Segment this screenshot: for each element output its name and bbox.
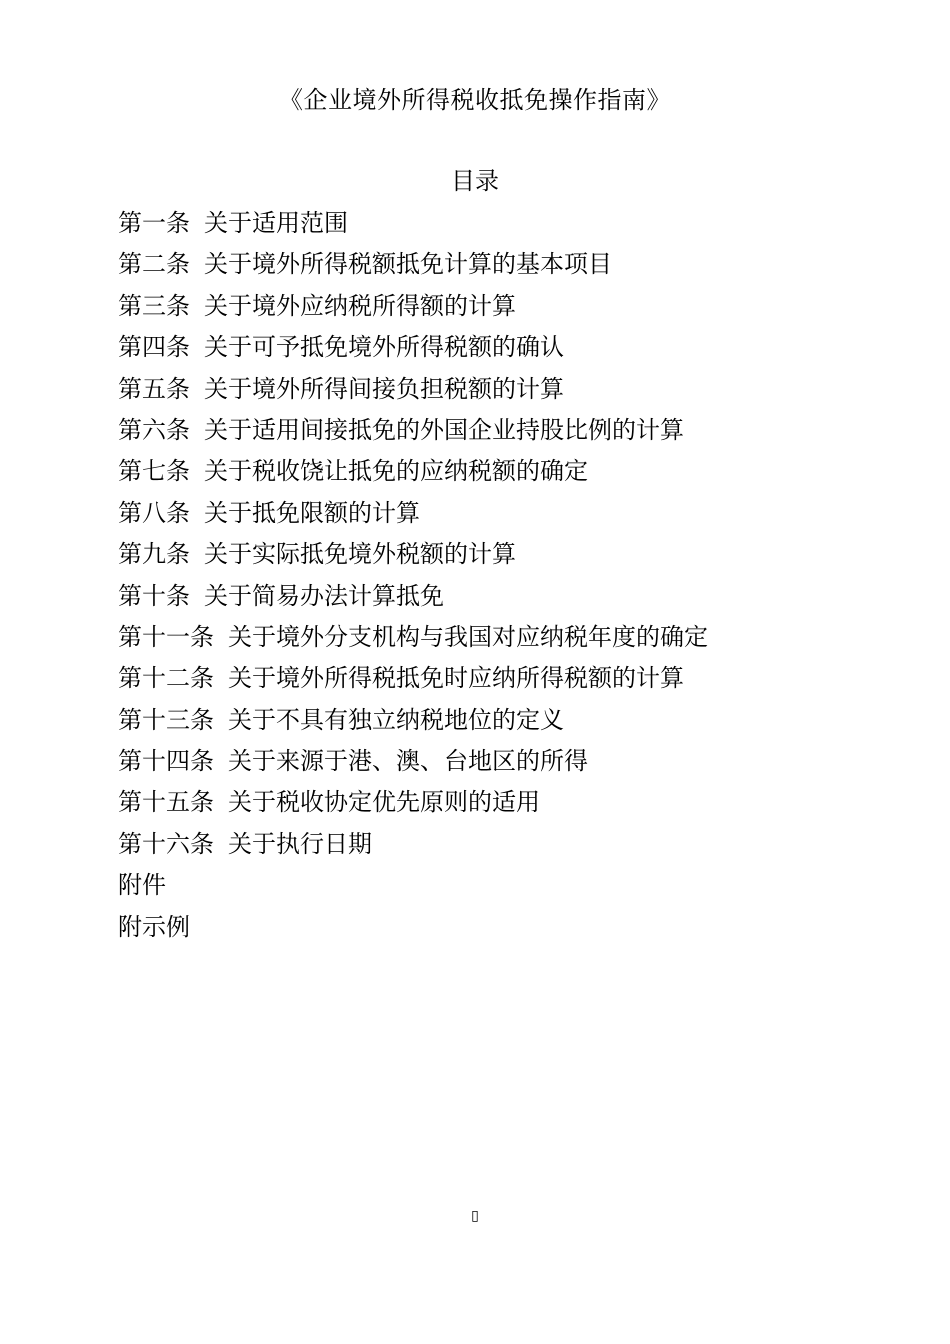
toc-item-number: 附件 [118,871,166,900]
toc-item-number: 第八条 [118,498,190,527]
toc-item-text: 关于境外所得间接负担税额的计算 [204,374,564,403]
toc-item-number: 第十六条 [118,829,214,858]
toc-item-14 [118,742,708,783]
toc-item-text: 关于抵免限额的计算 [204,498,420,527]
toc-item-number: 第十四条 [118,747,214,776]
toc-item-text: 关于可予抵免境外所得税额的确认 [204,333,564,362]
page-number: ▯ [471,1208,479,1224]
toc-item-number: 第十二条 [118,664,214,693]
toc-item-7 [118,452,708,493]
toc-item-5 [118,370,708,411]
toc-item-text: 关于税收协定优先原则的适用 [228,788,540,817]
toc-item-text: 关于适用间接抵免的外国企业持股比例的计算 [204,415,684,444]
toc-item-text: 关于执行日期 [228,829,372,858]
toc-item-9 [118,535,708,576]
toc-item-12 [118,659,708,700]
toc-item-number: 第十三条 [118,705,214,734]
toc-item-number: 第三条 [118,291,190,320]
toc-item-number: 第九条 [118,540,190,569]
toc-item-15 [118,783,708,824]
toc-item-2 [118,245,708,286]
toc-item-text: 关于实际抵免境外税额的计算 [204,540,516,569]
toc-item-16 [118,825,708,866]
toc-item-10 [118,577,708,618]
toc-item-4 [118,328,708,369]
toc-item-1 [118,204,708,245]
toc-item-text: 关于来源于港、澳、台地区的所得 [228,747,588,776]
toc-item-number: 第五条 [118,374,190,403]
toc-item-number: 第十五条 [118,788,214,817]
toc-item-number: 第六条 [118,415,190,444]
toc-item-11 [118,618,708,659]
toc-item-6 [118,411,708,452]
toc-item-text: 关于境外应纳税所得额的计算 [204,291,516,320]
toc-item-appendix [118,866,708,907]
toc-item-8 [118,494,708,535]
toc-item-number: 第七条 [118,457,190,486]
toc-item-number: 第二条 [118,250,190,279]
toc-item-text: 关于适用范围 [204,209,348,237]
toc-item-text: 关于税收饶让抵免的应纳税额的确定 [204,457,588,486]
table-of-contents [118,204,708,949]
toc-item-number: 第十条 [118,581,190,610]
toc-item-text: 关于境外所得税额抵免计算的基本项目 [204,250,612,279]
toc-item-number: 第一条 [118,209,190,237]
toc-item-text: 关于境外分支机构与我国对应纳税年度的确定 [228,622,708,651]
toc-item-text: 关于不具有独立纳税地位的定义 [228,705,564,734]
toc-item-text: 关于简易办法计算抵免 [204,581,444,610]
toc-heading: 目录 [451,167,499,195]
toc-item-number: 第十一条 [118,622,214,651]
toc-item-examples [118,908,708,949]
toc-item-3 [118,287,708,328]
document-title: 《企业境外所得税收抵免操作指南》 [279,86,671,114]
toc-item-number: 附示例 [118,912,190,941]
toc-item-number: 第四条 [118,333,190,362]
toc-item-text: 关于境外所得税抵免时应纳所得税额的计算 [228,664,684,693]
toc-item-13 [118,701,708,742]
